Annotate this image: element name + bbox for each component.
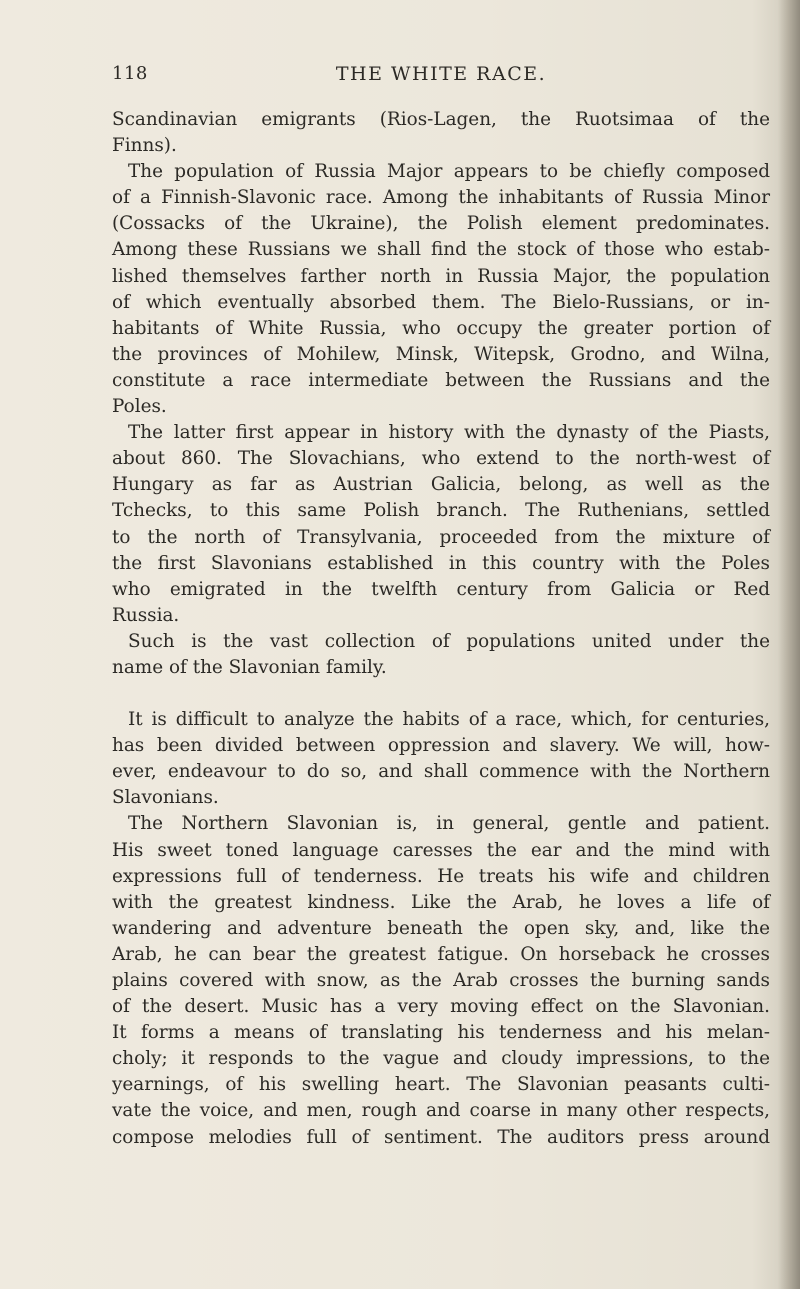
text-line: the provinces of Mohilew, Minsk, Witepsk, Grodno, and Wilna,: [112, 343, 770, 365]
body-text: [112, 107, 770, 1151]
running-head: THE WHITE RACE.: [335, 63, 547, 85]
paragraph: [112, 159, 770, 420]
text-line: constitute a race intermediate between the Russians and the: [112, 369, 770, 391]
text-line: the first Slavonians established in this country with the Poles: [112, 552, 770, 574]
text-line: Arab, he can bear the greatest fatigue. On horseback he crosses: [112, 943, 770, 965]
page-edge-shadow: [778, 0, 800, 1289]
paragraph: [112, 107, 770, 159]
text-line: who emigrated in the twelfth century from Galicia or Red: [112, 578, 770, 600]
page-header: [112, 60, 770, 88]
paragraph: [112, 707, 770, 811]
text-line: Slavonians.: [112, 787, 219, 809]
text-line: Such is the vast collection of populations united under the: [128, 630, 770, 652]
text-line: vate the voice, and men, rough and coarse in many other respects,: [112, 1100, 770, 1122]
text-line: Among these Russians we shall find the stock of those who estab-: [112, 239, 770, 261]
text-line: Hungary as far as Austrian Galicia, belong, as well as the: [112, 474, 770, 496]
text-line: expressions full of tenderness. He treats his wife and children: [112, 865, 770, 887]
text-line: (Cossacks of the Ukraine), the Polish element predominates.: [112, 213, 770, 235]
text-line: wandering and adventure beneath the open sky, and, like the: [112, 917, 770, 939]
text-line: Tchecks, to this same Polish branch. The Ruthenians, settled: [112, 500, 770, 522]
text-line: Russia.: [112, 604, 180, 626]
text-line: Finns).: [112, 135, 177, 157]
text-line: It forms a means of translating his tenderness and his melan-: [112, 1022, 770, 1044]
text-line: It is difficult to analyze the habits of a race, which, for centuries,: [128, 709, 770, 731]
text-line: has been divided between oppression and slavery. We will, how-: [112, 735, 770, 757]
paragraph: [112, 629, 770, 681]
text-line: lished themselves farther north in Russia Major, the population: [112, 265, 770, 287]
text-line: of a Finnish-Slavonic race. Among the inhabitants of Russia Minor: [112, 187, 770, 209]
text-line: with the greatest kindness. Like the Arab, he loves a life of: [112, 891, 770, 913]
text-line: habitants of White Russia, who occupy the greater portion of: [112, 317, 770, 339]
text-line: plains covered with snow, as the Arab crosses the burning sands: [112, 970, 770, 991]
text-line: ever, endeavour to do so, and shall commence with the Northern: [112, 761, 770, 783]
paragraph: [112, 420, 770, 629]
section-break: [112, 681, 770, 707]
text-line: The population of Russia Major appears to be chiefly composed: [128, 161, 770, 183]
text-line: of the desert. Music has a very moving effect on the Slavonian.: [112, 996, 770, 1018]
page-number: 118: [112, 63, 148, 84]
text-line: compose melodies full of sentiment. The auditors press around: [112, 1126, 770, 1148]
paragraph: [112, 811, 770, 1150]
text-line: name of the Slavonian family.: [112, 656, 387, 678]
text-line: about 860. The Slovachians, who extend to the north-west of: [112, 448, 770, 470]
text-line: Scandinavian emigrants (Rios-Lagen, the Ruotsimaa of the: [112, 109, 770, 130]
text-line: choly; it responds to the vague and cloudy impressions, to the: [112, 1048, 770, 1070]
text-line: The latter first appear in history with the dynasty of the Piasts,: [128, 422, 770, 444]
text-line: of which eventually absorbed them. The Bielo-Russians, or in-: [112, 291, 770, 313]
text-line: The Northern Slavonian is, in general, gentle and patient.: [128, 813, 770, 835]
text-line: Poles.: [112, 396, 167, 418]
text-line: yearnings, of his swelling heart. The Slavonian peasants culti-: [112, 1074, 770, 1096]
text-line: to the north of Transylvania, proceeded from the mixture of: [112, 526, 770, 548]
text-line: His sweet toned language caresses the ear and the mind with: [112, 839, 770, 861]
